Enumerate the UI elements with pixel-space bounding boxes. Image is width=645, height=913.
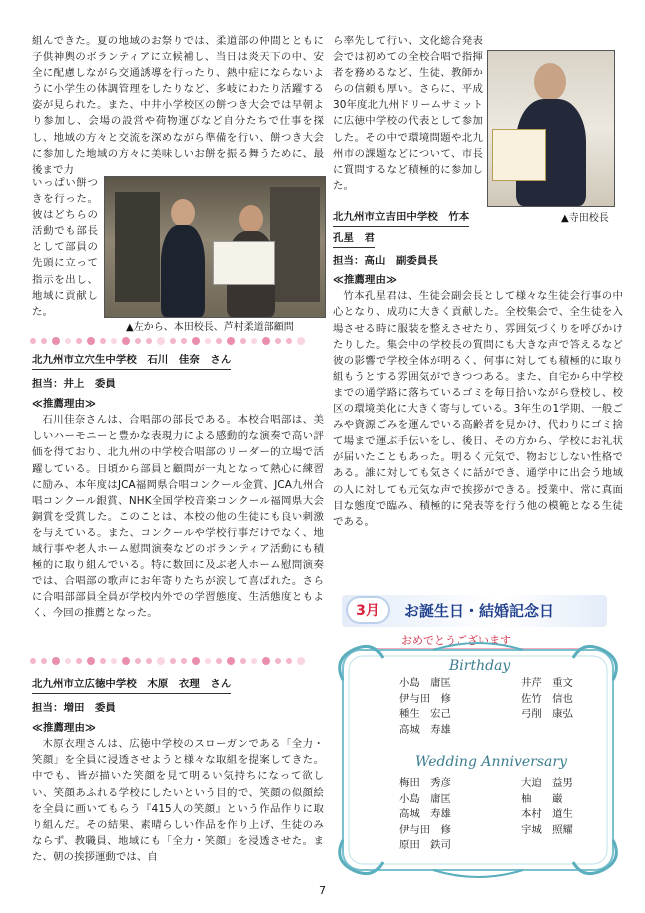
list-item: 宇城 照耀: [521, 823, 573, 836]
intro-paragraph: 組んできた。夏の地域のお祭りでは、柔道部の仲間とともに子供神輿のボランティアに立候補し、当日は炎天下の中、安全に配慮しながら交通誘導を行ったり、熱中症にならないように小学生の体調管理をしたりなど、多岐にわたり活躍する姿が見られた。また、中井小学校区の餅つき大会では早朝より参加し、会場の設営や荷物運びなど自分たちで仕事を探し、地域の方々と交流を深めながら準備を行い、餅つき大会に参加した地域の方々に美味しいお餅を振る舞うために、最後まで力: [32, 35, 324, 176]
photo-principal-terada: [487, 50, 615, 207]
student3-staff: 担当：増田 委員: [32, 702, 116, 715]
list-item: 種生 宏己: [399, 708, 451, 720]
student4-section: [333, 209, 623, 530]
birthday-names-left: [399, 676, 451, 738]
list-item: 伊与田 修: [399, 692, 451, 705]
photo2-caption: ▲寺田校長: [561, 213, 609, 224]
student4-reason-label: ≪推薦理由≫: [333, 274, 397, 287]
sakura-divider-2: [30, 650, 326, 660]
list-item: 高城 寿雄: [399, 723, 451, 736]
student2-body: 石川佳奈さんは、合唱部の部長である。本校合唱部は、美しいハーモニーと豊かな表現力による感動的な演奏で高い評価を得ており、北九州の中学校合唱部のリーダー的立場で活躍している。日頃から部員と顧問が一丸となって熱心に練習に励み、本年度はJCA福岡県合唱コンクール金賞、JCA九州合唱コンクール銀賞、NHK全国学校音楽コンクール福岡県大会銅賞を受賞した。このことは、本校の他の生徒にも良い刺激を与えている。また、コンクールや学校行事だけでなく、地域行事や老人ホーム慰問演奏などのボランティア活動にも積極的に取り組んでいる。特に数回に及ぶ老人ホーム慰問演奏では、合唱部の歌声にお年寄りたちが涙して喜ばれた。さらに合唱部部員全員が学校内外での学習態度、生活態度ともよく、今回の推薦となった。: [32, 414, 324, 620]
celebration-title: お誕生日・結婚記念日: [404, 602, 555, 620]
wrap-text: いっぱい餅つきを行った。彼はどちらの活動でも部長として部員の先頭に立って指示を出し、地域に貢献した。: [32, 177, 98, 318]
student4-school-name-2: 孔星 君: [333, 230, 375, 248]
photo1-caption: ▲左から、本田校長、芦村柔道部顧問: [126, 322, 294, 333]
list-item: 柚 巌: [521, 792, 563, 805]
birthday-names-right: [521, 676, 573, 723]
wedding-names-right: [521, 776, 573, 838]
celebration-subtitle: おめでとうございます: [401, 634, 511, 647]
list-item: 梅田 秀彦: [399, 777, 451, 789]
list-item: 井芹 重文: [521, 677, 573, 689]
page-number: 7: [319, 884, 326, 897]
list-item: 高城 寿雄: [399, 808, 451, 820]
list-item: 本村 道生: [521, 808, 573, 820]
left-column: [32, 33, 324, 178]
student4-body: 竹本孔星君は、生徒会副会長として様々な生徒会行事の中心となり、成功に大きく貢献した。全校集会で、全生徒を入場させる時に服装を整えさせたり、雰囲気づくりを呼びかけたりした。集会中の学校長の質問にも大きな声で答えるなど彼の影響で学校全体が明るく、何事に対しても積極的に取り組もうとする雰囲気ができつつある。また、自宅から中学校までの通学路に落ちているゴミを毎日拾いながら登校し、校区の環境美化に大きく寄与している。3年生の1学期、一般ごみや資源ごみを運んでいる高齢者を見かけ、代わりにゴミ捨て場まで運ぶ手伝いをし、後日、その方から、学校にお礼状が届いたこともあった。明るく元気で、物おじしない性格である。誰に対しても気さくに話ができ、通学中に出会う地域の人に対しても元気な声で挨拶ができる。授業中、常に真面目な態度で臨み、積極的に発表等を行う他の模範となる生徒である。: [333, 290, 623, 528]
month-label: 3月: [356, 603, 380, 619]
student3-body: 木原衣理さんは、広徳中学校のスローガンである「全力・笑顔」を全員に浸透させようと様々な取組を提案してきた。中でも、皆が描いた笑顔を見て明るい気持ちになって欲しい、笑顔あふれる学校にしたいという目的で、笑顔の似顔絵を全員に画いてもらう『415人の笑顔』という作品作りに取り組んだ。その結果、素晴らしい作品を作り上げ、生徒のみならず、教職員、地域にも「全力・笑顔」を浸透させた。また、朝の挨拶運動では、自: [32, 738, 324, 863]
list-item: 伊与田 修: [399, 823, 451, 836]
list-item: 大迫 益男: [521, 777, 573, 789]
student2-reason-label: ≪推薦理由≫: [32, 398, 96, 411]
sakura-divider: [30, 330, 326, 340]
student3-section: [32, 676, 324, 865]
student2-section: [32, 352, 324, 622]
student3-school-name: 北九州市立広徳中学校 木原 衣理 さん: [32, 676, 231, 694]
celebration-card: [333, 640, 623, 880]
list-item: 弓削 康弘: [521, 708, 573, 720]
right-top-paragraph: ら率先して行い、文化総合発表会では初めての全校合唱で指揮者を務めるなど、生徒、教師からの信頼も厚い。さらに、平成30年度北九州ドリームサミットに広徳中学校の代表として参加した。その中で環境問題や北九州市の課題などについて、市長に質問するなど積極的に参加した。: [333, 35, 483, 192]
wedding-names-left: [399, 776, 451, 854]
photo-principal-and-judo-advisor: [104, 176, 326, 318]
celebration-banner: [342, 595, 607, 627]
list-item: 小島 庸匡: [399, 677, 451, 689]
list-item: 原田 鉄司: [399, 839, 451, 851]
wedding-label: Wedding Anniversary: [415, 754, 568, 770]
student4-staff: 担当：高山 副委員長: [333, 255, 438, 268]
student2-school-name: 北九州市立穴生中学校 石川 佳奈 さん: [32, 352, 231, 370]
list-item: 小島 庸匡: [399, 792, 451, 805]
list-item: 佐竹 信也: [521, 692, 573, 705]
birthday-label: Birthday: [449, 658, 511, 674]
student3-reason-label: ≪推薦理由≫: [32, 722, 96, 735]
student4-school-name-1: 北九州市立吉田中学校 竹本: [333, 209, 469, 227]
student2-staff: 担当：井上 委員: [32, 378, 116, 391]
month-badge: [348, 598, 388, 622]
